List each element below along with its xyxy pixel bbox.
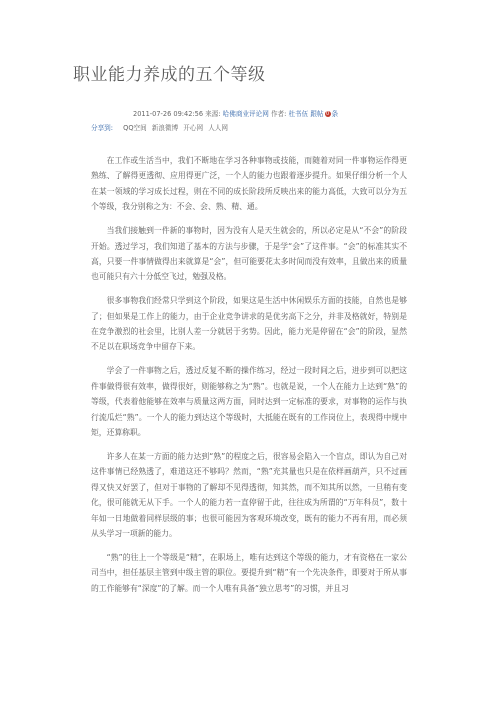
share-renren-link[interactable]: 人人网 [208, 124, 228, 132]
publish-datetime: 2011-07-26 09:42:56 [133, 110, 204, 118]
paragraph: 许多人在某一方面的能力达到“熟”的程度之后，很容易会陷入一个盲点，即认为自己对这件事情已经熟透了，难道这还不够吗？然而，“熟”充其量也只是在依样画葫芦，只不过画得又快又好罢了，但对于事物的了解却不见得透彻，知其然，而不知其所以然，一旦稍有变化，很可能就无从下手。一个人的能力若一直停留于此，往往成为所谓的“万年科员”，数十年如一日地做着同样层级的事；也很可能因为客观环境改变，既有的能力不再有用，而必须从头学习一项新的能力。 [91, 451, 407, 538]
paragraph: “熟”的往上一个等级是“精”，在职场上，唯有达到这个等级的能力，才有资格在一家公司当中，担任基层主管到中级主管的职位。要提升到“精”有一个先决条件，即要对于所从事的工作能够有“深度”的了解。而一个人唯有具备“独立思考”的习惯，并且习 [91, 552, 407, 593]
article-meta [133, 108, 338, 118]
author-label: 作者: [270, 110, 287, 118]
author-link[interactable]: 杜书伍 [288, 110, 309, 118]
share-kaixin-link[interactable]: 开心网 [183, 124, 204, 132]
source-link[interactable]: 哈佛商业评论网 [222, 110, 269, 118]
paragraph: 很多事物我们经常只学到这个阶段，如果这是生活中休闲娱乐方面的技能，自然也是够了；但如果是工作上的能力，由于企业竞争讲求的是优劣高下之分，并非及格就好，特别是在竞争激烈的社会里，比别人差一分就居于劣势。因此，能力光是停留在“会”的阶段，显然不足以在职场竞争中留存下来。 [91, 296, 407, 352]
article-title: 职业能力养成的五个等级 [73, 65, 266, 85]
comments-label: 跟帖 [310, 110, 324, 118]
share-weibo-link[interactable]: 新浪微博 [151, 124, 179, 132]
comments-count-badge: 0 [325, 111, 330, 117]
paragraph: 学会了一件事物之后，透过反复不断的操作练习，经过一段时间之后，进步到可以把这件事做得很有效率，做得很好，则能够称之为“熟”。也就是说，一个人在能力上达到“熟”的等级，代表着他能够在效率与质量这两方面，同时达到一定标准的要求，对事物的运作与执行流瓜烂“熟”。一个人的能力到达这个等级时，大抵能在既有的工作岗位上，表现得中规中矩，还算称职。 [91, 366, 407, 437]
share-bar [91, 122, 231, 132]
comments-unit: 条 [331, 110, 339, 118]
article-body [91, 153, 407, 605]
share-label: 分享到: [91, 124, 114, 132]
share-qzone-link[interactable]: QQ空间 [123, 124, 147, 132]
paragraph: 当我们接触到一件新的事物时，因为没有人是天生就会的，所以必定是从“不会”的阶段开始。透过学习，我们知道了基本的方法与步骤，于是学“会”了这件事。“会”的标准其实不高，只要一件事情做得出来就算是“会”，但可能要花太多时间而没有效率，且做出来的质量也可能只有六十分低空飞过，勉强及格。 [91, 226, 407, 282]
paragraph: 在工作或生活当中，我们不断地在学习各种事物或技能，而随着对同一件事物运作得更熟练、了解得更透彻、应用得更广泛，一个人的能力也跟着逐步提升。如果仔细分析一个人在某一领域的学习成长过程，则在不同的成长阶段所反映出来的能力高低，大致可以分为五个等级，我分别称之为：不会、会、熟、精、通。 [91, 156, 407, 212]
source-label: 来源: [205, 110, 221, 118]
comments-link[interactable] [310, 110, 338, 118]
